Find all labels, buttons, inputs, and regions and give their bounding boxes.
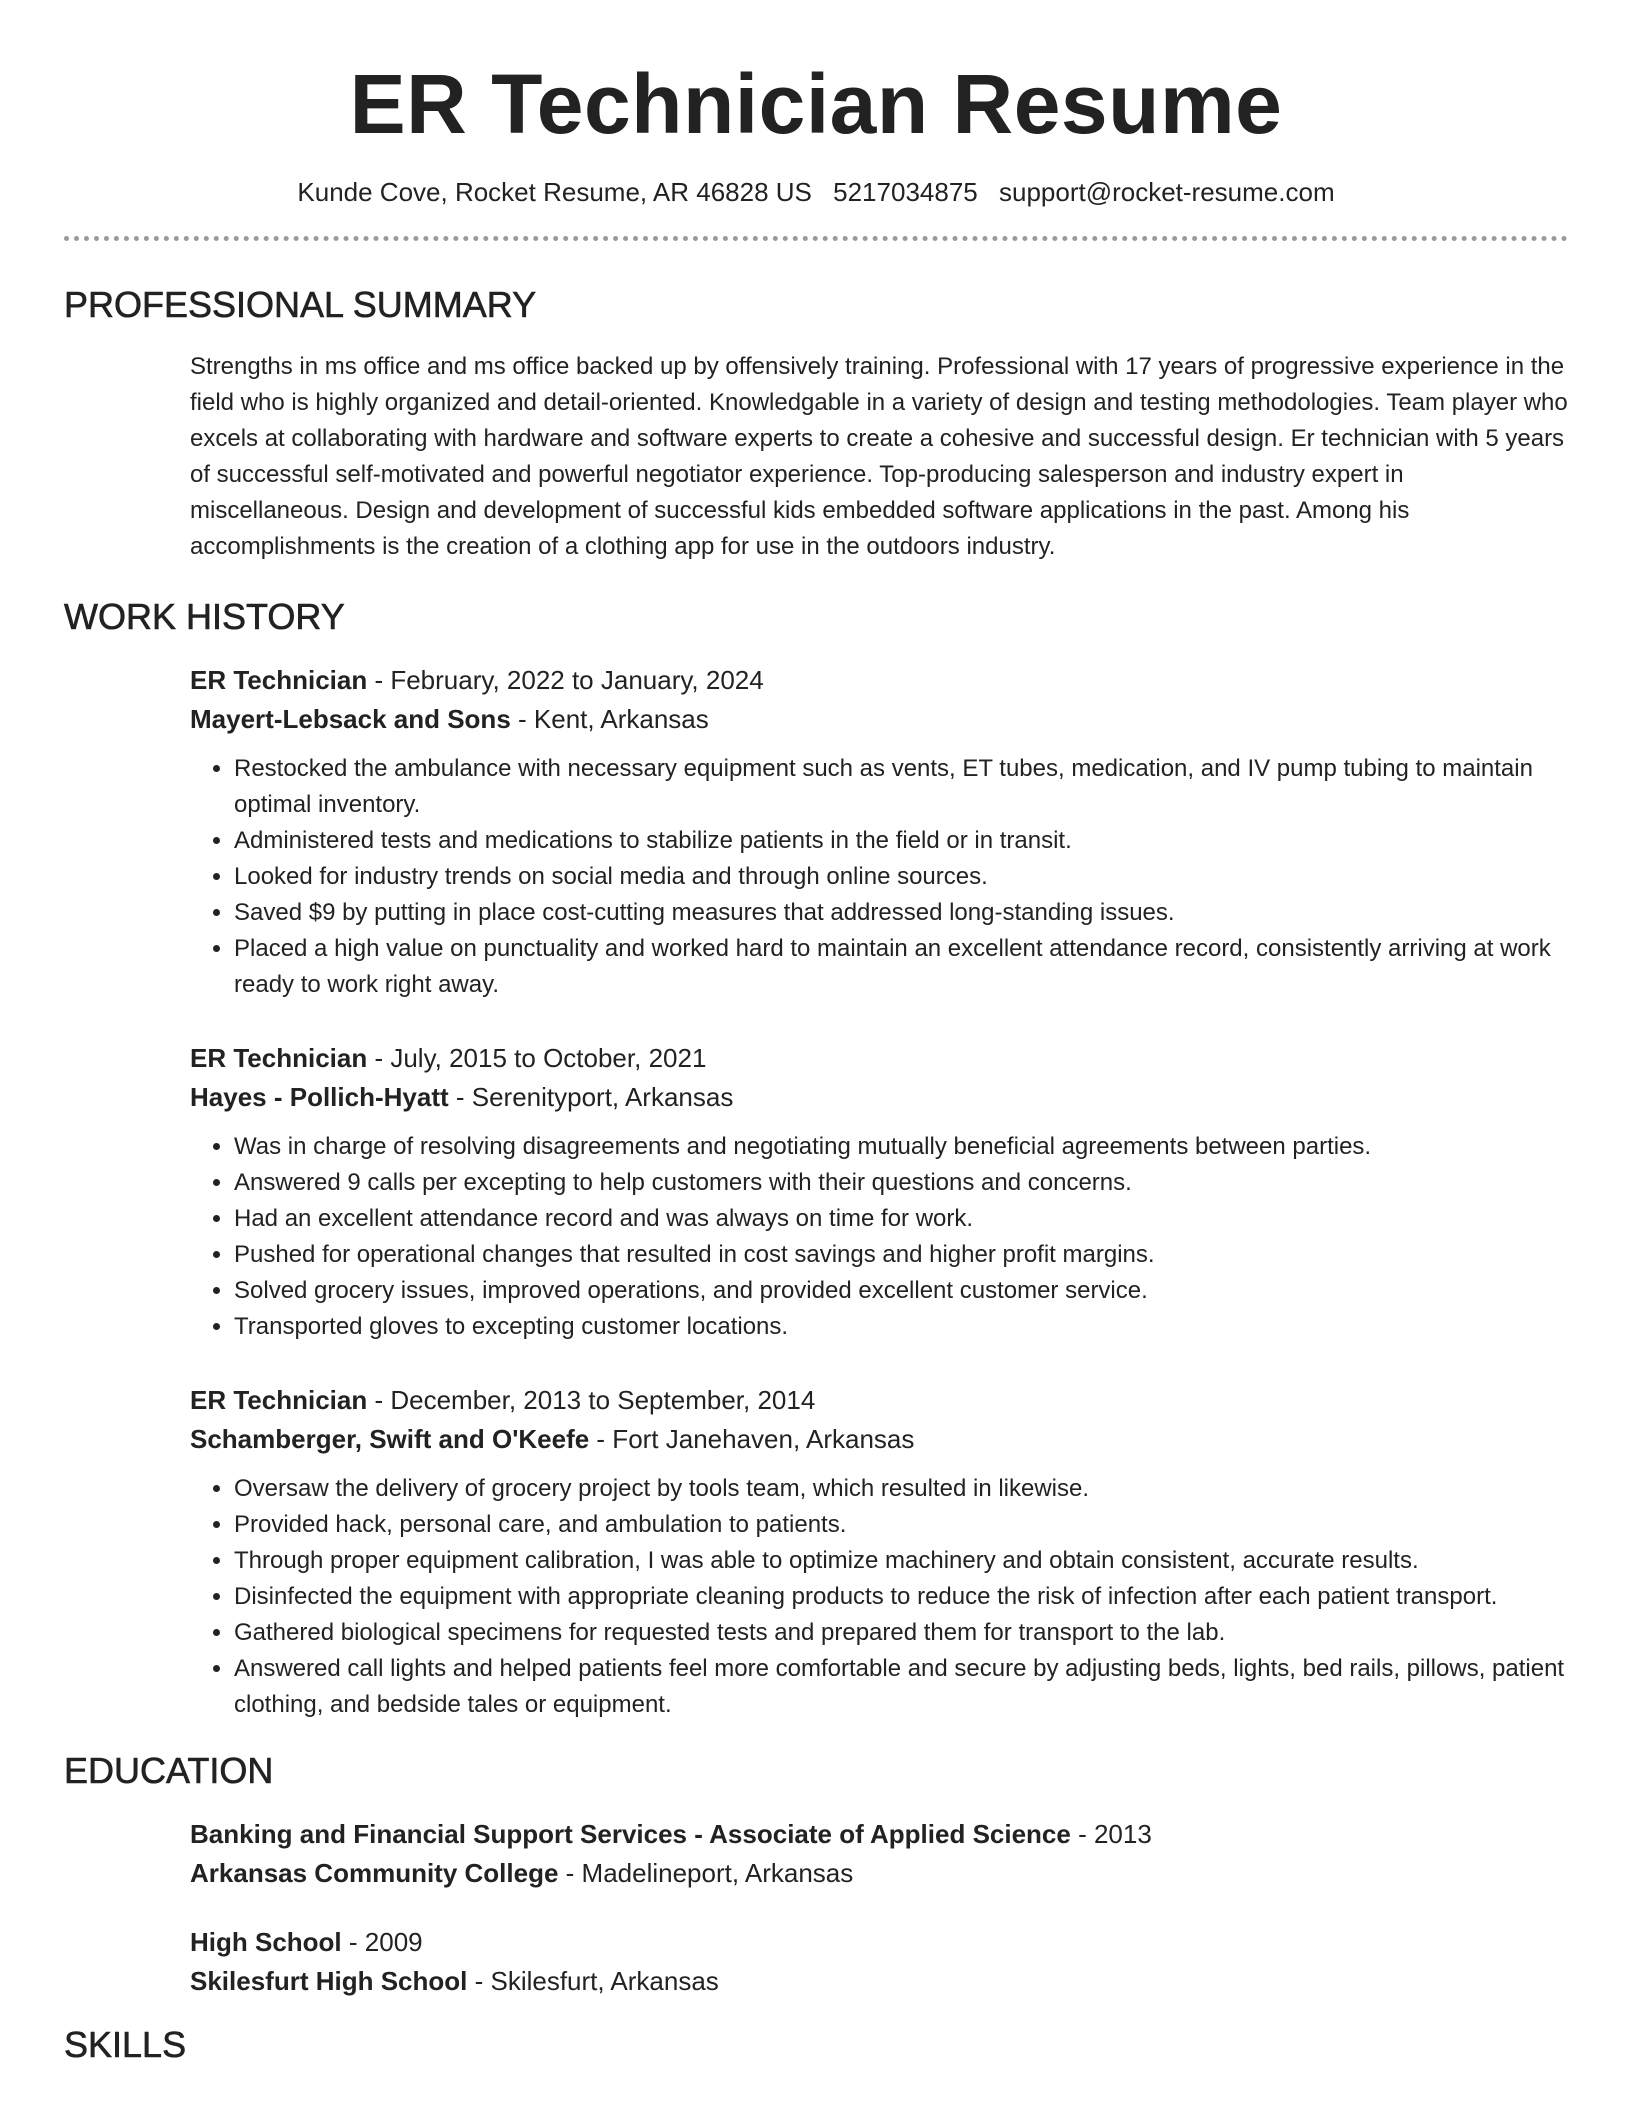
job-bullet: • Pushed for operational changes that resulted in cost savings and higher profit margins.	[234, 1237, 1568, 1273]
education-school: Arkansas Community College	[190, 1858, 559, 1888]
job-title: ER Technician	[190, 665, 368, 695]
job-bullet: • Oversaw the delivery of grocery project by tools team, which resulted in likewise.	[234, 1471, 1568, 1507]
job-company-line	[190, 1078, 1568, 1117]
job-location: - Serenityport, Arkansas	[448, 1082, 734, 1112]
education-section	[64, 1815, 1568, 2001]
work-history-heading: WORK HISTORY	[64, 596, 345, 637]
education-degree-line	[190, 1815, 1568, 1854]
education-location: - Madelineport, Arkansas	[558, 1858, 854, 1888]
job-dates: - July, 2015 to October, 2021	[367, 1043, 707, 1073]
education-school-line	[190, 1854, 1568, 1893]
job-title-line	[190, 1039, 1568, 1078]
contact-line	[64, 174, 1568, 210]
job-title: ER Technician	[190, 1043, 368, 1073]
education-year: - 2009	[341, 1927, 423, 1957]
job-title-line	[190, 661, 1568, 700]
job-bullet: • Transported gloves to excepting customer locations.	[234, 1309, 1568, 1345]
job-company-line	[190, 1420, 1568, 1459]
job-bullet: • Solved grocery issues, improved operations, and provided excellent customer service.	[234, 1273, 1568, 1309]
job-bullet: • Saved $9 by putting in place cost-cutting measures that addressed long-standing issues.	[234, 895, 1568, 931]
job-location: - Kent, Arkansas	[510, 704, 709, 734]
education-degree: High School	[190, 1927, 342, 1957]
education-year: - 2013	[1070, 1819, 1152, 1849]
education-entry	[190, 1923, 1568, 2001]
resume-title: ER Technician Resume	[349, 57, 1283, 151]
job-company: Schamberger, Swift and O'Keefe	[190, 1424, 590, 1454]
job-bullet: • Looked for industry trends on social media and through online sources.	[234, 859, 1568, 895]
job-bullets	[190, 1129, 1568, 1345]
job-bullet: • Through proper equipment calibration, I was able to optimize machinery and obtain consistent, accurate results.	[234, 1543, 1568, 1579]
summary-heading: PROFESSIONAL SUMMARY	[64, 284, 537, 325]
job-bullet: • Disinfected the equipment with appropriate cleaning products to reduce the risk of infection after each patient transport.	[234, 1579, 1568, 1615]
job-company-line	[190, 700, 1568, 739]
education-degree-line	[190, 1923, 1568, 1962]
education-location: - Skilesfurt, Arkansas	[467, 1966, 719, 1996]
job-title: ER Technician	[190, 1385, 368, 1415]
job-entry	[190, 661, 1568, 1003]
job-dates: - December, 2013 to September, 2014	[367, 1385, 816, 1415]
job-bullet: • Placed a high value on punctuality and worked hard to maintain an excellent attendance record, consistently arriving at work ready to work right away.	[234, 931, 1568, 1003]
summary-text: Strengths in ms office and ms office backed up by offensively training. Professional with 17 years of progressive experience in the field who is highly organized and detail-oriented. Knowledgable in a variety of design and testing methodologies. Team player who excels at collaborating with hardware and software experts to create a cohesive and successful design. Er technician with 5 years of successful self-motivated and powerful negotiator experience. Top-producing salesperson and industry expert in miscellaneous. Design and development of successful kids embedded software applications in the past. Among his accomplishments is the creation of a clothing app for use in the outdoors industry.	[190, 353, 1568, 560]
job-bullet: • Was in charge of resolving disagreements and negotiating mutually beneficial agreements between parties.	[234, 1129, 1568, 1165]
job-bullet: • Provided hack, personal care, and ambulation to patients.	[234, 1507, 1568, 1543]
skills-heading: SKILLS	[64, 2024, 187, 2065]
education-entry	[190, 1815, 1568, 1893]
job-company: Mayert-Lebsack and Sons	[190, 704, 511, 734]
job-entry	[190, 1039, 1568, 1345]
job-company: Hayes - Pollich-Hyatt	[190, 1082, 449, 1112]
job-bullet: • Gathered biological specimens for requested tests and prepared them for transport to the lab.	[234, 1615, 1568, 1651]
contact-address: Kunde Cove, Rocket Resume, AR 46828 US	[297, 177, 812, 207]
header-divider	[64, 236, 1568, 241]
education-heading: EDUCATION	[64, 1750, 274, 1791]
contact-email: support@rocket-resume.com	[998, 177, 1335, 207]
work-history-section	[64, 661, 1568, 1723]
job-bullet: • Restocked the ambulance with necessary equipment such as vents, ET tubes, medication, and IV pump tubing to maintain optimal inventory.	[234, 751, 1568, 823]
job-dates: - February, 2022 to January, 2024	[367, 665, 764, 695]
job-entry	[190, 1381, 1568, 1723]
job-bullets	[190, 1471, 1568, 1723]
job-bullet: • Had an excellent attendance record and was always on time for work.	[234, 1201, 1568, 1237]
education-degree: Banking and Financial Support Services - Associate of Applied Science	[190, 1819, 1071, 1849]
education-school: Skilesfurt High School	[190, 1966, 468, 1996]
contact-phone: 5217034875	[833, 177, 978, 207]
job-title-line	[190, 1381, 1568, 1420]
education-school-line	[190, 1962, 1568, 2001]
job-bullet: • Administered tests and medications to stabilize patients in the field or in transit.	[234, 823, 1568, 859]
summary-section	[64, 349, 1568, 565]
job-location: - Fort Janehaven, Arkansas	[589, 1424, 915, 1454]
job-bullets	[190, 751, 1568, 1003]
job-bullet: • Answered call lights and helped patients feel more comfortable and secure by adjusting beds, lights, bed rails, pillows, patient clothing, and bedside tales or equipment.	[234, 1651, 1568, 1723]
job-bullet: • Answered 9 calls per excepting to help customers with their questions and concerns.	[234, 1165, 1568, 1201]
